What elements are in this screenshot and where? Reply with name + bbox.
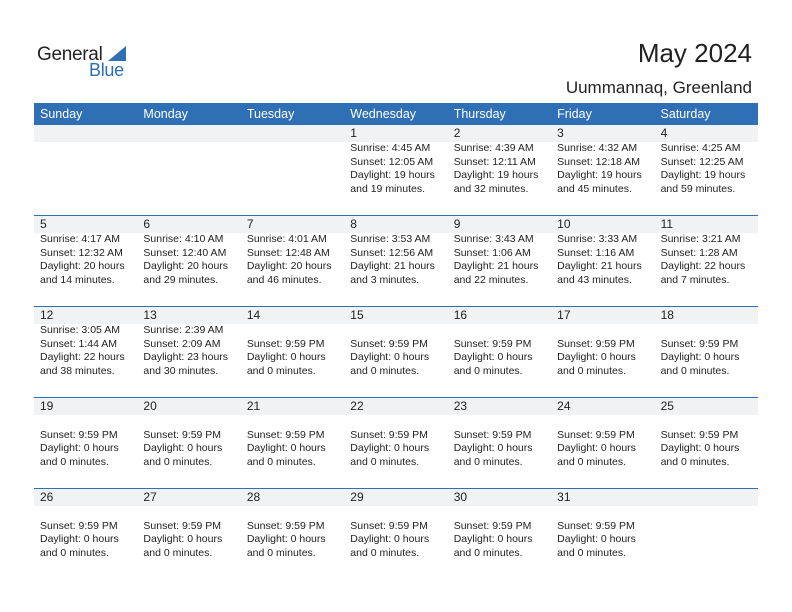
day-info-line: Sunset: 12:18 AM xyxy=(557,155,641,168)
day-info-line: and 29 minutes. xyxy=(143,273,219,286)
day-number: 8 xyxy=(350,217,357,231)
day-number: 13 xyxy=(143,308,157,322)
day-info-line: Daylight: 20 hours xyxy=(40,260,125,273)
day-info-line: Sunset: 12:48 AM xyxy=(246,246,330,259)
day-info-line: and 0 minutes. xyxy=(453,364,523,377)
logo-general-text: General xyxy=(37,44,103,65)
day-info-line: and 0 minutes. xyxy=(453,546,523,559)
day-info-line: Daylight: 0 hours xyxy=(557,533,636,546)
day-cell xyxy=(344,125,447,215)
day-number: 23 xyxy=(453,399,468,413)
day-info-line: Sunset: 12:11 AM xyxy=(453,155,536,168)
day-info-line: and 38 minutes. xyxy=(40,364,115,377)
day-cell xyxy=(34,307,137,397)
day-info-line: Sunset: 1:16 AM xyxy=(557,246,635,259)
day-number: 7 xyxy=(246,217,254,231)
day-info-line: Sunset: 12:32 AM xyxy=(40,246,123,259)
day-info-line: and 0 minutes. xyxy=(350,364,420,377)
day-info-line: Daylight: 0 hours xyxy=(453,351,533,364)
day-number: 28 xyxy=(246,490,261,504)
day-cell xyxy=(241,489,344,579)
day-info-line: Sunrise: 4:39 AM xyxy=(453,142,534,154)
day-info-line: Sunrise: 4:25 AM xyxy=(660,142,741,154)
day-number: 22 xyxy=(350,399,364,413)
calendar-week xyxy=(34,306,758,397)
day-info-line: Daylight: 0 hours xyxy=(40,442,119,455)
day-number: 29 xyxy=(350,490,364,504)
day-number: 18 xyxy=(660,308,674,322)
day-info-line: and 0 minutes. xyxy=(660,455,730,468)
day-info-line: and 0 minutes. xyxy=(350,546,420,559)
day-info-line: Sunrise: 4:45 AM xyxy=(350,142,431,154)
day-info-line: Sunrise: 3:43 AM xyxy=(453,233,534,245)
day-number: 2 xyxy=(453,126,461,140)
day-info-line: Sunset: 12:25 AM xyxy=(660,155,744,168)
day-info-line: Sunrise: 4:17 AM xyxy=(40,233,120,245)
day-info-line: and 0 minutes. xyxy=(557,364,627,377)
weekday-label: Sunday xyxy=(40,107,83,121)
day-number: 5 xyxy=(40,217,47,231)
day-info-line: Sunset: 9:59 PM xyxy=(453,337,532,350)
weekday-label: Friday xyxy=(557,107,592,121)
day-number: 19 xyxy=(40,399,54,413)
day-info-line: Sunrise: 3:05 AM xyxy=(40,324,120,336)
day-cell xyxy=(655,125,758,215)
logo xyxy=(37,44,147,84)
day-cell xyxy=(137,398,240,488)
day-info-line: Sunrise: 4:32 AM xyxy=(557,142,638,154)
day-cell xyxy=(344,398,447,488)
day-number: 20 xyxy=(143,399,157,413)
day-info-line: Sunset: 2:09 AM xyxy=(143,337,221,350)
day-info-line: Sunset: 1:28 AM xyxy=(660,246,738,259)
day-info-line: Daylight: 0 hours xyxy=(350,351,430,364)
day-info-line: Sunset: 9:59 PM xyxy=(350,337,428,350)
weekday-label: Thursday xyxy=(453,107,506,121)
day-info-line: Daylight: 0 hours xyxy=(350,442,430,455)
day-info-line: Daylight: 0 hours xyxy=(143,442,223,455)
day-number: 10 xyxy=(557,217,571,231)
day-info-line: and 0 minutes. xyxy=(40,546,109,559)
day-info-line: Sunrise: 2:39 AM xyxy=(143,324,224,336)
day-info-line: Daylight: 0 hours xyxy=(660,442,740,455)
day-info-line: Sunset: 9:59 PM xyxy=(350,428,428,441)
day-info-line: Daylight: 19 hours xyxy=(557,169,642,182)
day-info-line: and 0 minutes. xyxy=(246,455,316,468)
day-number: 30 xyxy=(453,490,468,504)
day-info-line: Daylight: 0 hours xyxy=(557,442,636,455)
day-info-line: Sunset: 1:44 AM xyxy=(40,337,118,350)
day-info-line: Sunrise: 3:33 AM xyxy=(557,233,638,245)
day-cell xyxy=(34,216,137,306)
day-info-line: and 0 minutes. xyxy=(246,546,316,559)
day-number: 4 xyxy=(660,126,668,140)
day-info-line: and 0 minutes. xyxy=(143,546,213,559)
day-number: 14 xyxy=(246,308,261,322)
day-info-line: Daylight: 0 hours xyxy=(453,533,533,546)
calendar xyxy=(34,103,758,579)
day-info-line: Daylight: 0 hours xyxy=(350,533,430,546)
day-info-line: Sunset: 9:59 PM xyxy=(143,519,222,532)
day-cell xyxy=(551,216,654,306)
day-info-line: Sunset: 9:59 PM xyxy=(557,428,635,441)
day-number: 27 xyxy=(143,490,157,504)
logo-blue-text: Blue xyxy=(89,60,124,80)
day-info-line: Daylight: 19 hours xyxy=(453,169,539,182)
day-info-line: Sunset: 9:59 PM xyxy=(246,337,325,350)
calendar-week xyxy=(34,488,758,579)
day-cell xyxy=(551,307,654,397)
day-number: 31 xyxy=(557,490,571,504)
day-info-line: Sunset: 1:06 AM xyxy=(453,246,531,259)
day-number: 26 xyxy=(40,490,54,504)
day-cell xyxy=(448,125,551,215)
day-info-line: Daylight: 20 hours xyxy=(246,260,332,273)
day-info-line: and 0 minutes. xyxy=(246,364,316,377)
day-cell xyxy=(551,125,654,215)
day-info-line: and 46 minutes. xyxy=(246,273,322,286)
day-info-line: and 7 minutes. xyxy=(660,273,730,286)
day-info-line: Sunset: 9:59 PM xyxy=(246,519,325,532)
day-info-line: Daylight: 21 hours xyxy=(350,260,435,273)
day-number: 15 xyxy=(350,308,364,322)
day-info-line: Sunrise: 3:21 AM xyxy=(660,233,741,245)
day-number: 24 xyxy=(557,399,571,413)
day-info-line: Daylight: 22 hours xyxy=(660,260,746,273)
day-info-line: Sunset: 12:05 AM xyxy=(350,155,434,168)
calendar-week xyxy=(34,215,758,306)
day-info-line: Sunrise: 3:53 AM xyxy=(350,233,431,245)
page-title: May 2024 xyxy=(637,38,752,68)
day-info-line: and 19 minutes. xyxy=(350,182,425,195)
day-info-line: and 59 minutes. xyxy=(660,182,736,195)
day-cell xyxy=(344,216,447,306)
day-info-line: Daylight: 0 hours xyxy=(246,351,326,364)
day-number: 21 xyxy=(246,399,261,413)
day-cell xyxy=(241,216,344,306)
day-info-line: Sunset: 9:59 PM xyxy=(660,428,739,441)
day-info-line: and 30 minutes. xyxy=(143,364,219,377)
day-info-line: Sunset: 9:59 PM xyxy=(660,337,739,350)
day-cell xyxy=(137,216,240,306)
day-info-line: Sunset: 9:59 PM xyxy=(40,428,118,441)
day-cell xyxy=(344,489,447,579)
weekday-header xyxy=(34,103,758,125)
day-number: 12 xyxy=(40,308,54,322)
day-info-line: and 0 minutes. xyxy=(40,455,109,468)
day-cell xyxy=(551,489,654,579)
day-info-line: Sunset: 9:59 PM xyxy=(557,519,635,532)
day-info-line: and 0 minutes. xyxy=(557,455,627,468)
day-info-line: and 32 minutes. xyxy=(453,182,529,195)
day-info-line: Sunset: 9:59 PM xyxy=(453,519,532,532)
day-info-line: Daylight: 23 hours xyxy=(143,351,229,364)
day-info-line: Sunset: 9:59 PM xyxy=(143,428,222,441)
day-info-line: and 0 minutes. xyxy=(453,455,523,468)
day-info-line: and 45 minutes. xyxy=(557,182,632,195)
day-info-line: and 0 minutes. xyxy=(350,455,420,468)
day-cell xyxy=(655,307,758,397)
day-info-line: Daylight: 21 hours xyxy=(557,260,642,273)
day-info-line: Daylight: 22 hours xyxy=(40,351,125,364)
weekday-label: Monday xyxy=(143,107,188,121)
day-cell xyxy=(137,489,240,579)
day-cell xyxy=(448,398,551,488)
day-number: 11 xyxy=(660,217,674,231)
day-info-line: Daylight: 0 hours xyxy=(453,442,533,455)
day-info-line: Sunset: 9:59 PM xyxy=(557,337,635,350)
calendar-weeks xyxy=(34,125,758,579)
day-cell xyxy=(241,398,344,488)
day-info-line: Daylight: 19 hours xyxy=(660,169,746,182)
day-cell xyxy=(655,216,758,306)
weekday-label: Tuesday xyxy=(246,107,295,121)
location-subtitle: Uummannaq, Greenland xyxy=(565,78,752,97)
calendar-week xyxy=(34,397,758,488)
day-cell xyxy=(344,307,447,397)
day-info-line: Sunset: 12:56 AM xyxy=(350,246,434,259)
day-number: 17 xyxy=(557,308,571,322)
day-cell xyxy=(448,216,551,306)
day-info-line: Daylight: 21 hours xyxy=(453,260,539,273)
day-number: 3 xyxy=(557,126,564,140)
day-info-line: and 22 minutes. xyxy=(453,273,529,286)
day-info-line: Daylight: 0 hours xyxy=(246,533,326,546)
weekday-label: Wednesday xyxy=(350,107,417,121)
day-cell xyxy=(241,307,344,397)
day-info-line: Sunset: 9:59 PM xyxy=(453,428,532,441)
day-info-line: and 0 minutes. xyxy=(660,364,730,377)
day-info-line: and 14 minutes. xyxy=(40,273,115,286)
day-info-line: Sunrise: 4:01 AM xyxy=(246,233,327,245)
day-info-line: Sunrise: 4:10 AM xyxy=(143,233,224,245)
day-info-line: and 3 minutes. xyxy=(350,273,420,286)
day-info-line: and 43 minutes. xyxy=(557,273,632,286)
calendar-week xyxy=(34,125,758,215)
weekday-label: Saturday xyxy=(660,107,711,121)
day-number: 16 xyxy=(453,308,468,322)
day-number: 25 xyxy=(660,399,674,413)
logo-triangle-icon xyxy=(108,46,126,61)
day-cell xyxy=(551,398,654,488)
day-number: 6 xyxy=(143,217,151,231)
day-info-line: Sunset: 9:59 PM xyxy=(40,519,118,532)
day-cell xyxy=(34,489,137,579)
day-cell xyxy=(34,398,137,488)
day-cell xyxy=(448,489,551,579)
day-info-line: Sunset: 9:59 PM xyxy=(350,519,428,532)
day-number: 1 xyxy=(350,126,357,140)
day-info-line: Sunset: 9:59 PM xyxy=(246,428,325,441)
day-cell xyxy=(137,307,240,397)
day-info-line: Daylight: 0 hours xyxy=(143,533,223,546)
day-number: 9 xyxy=(453,217,461,231)
day-info-line: Daylight: 0 hours xyxy=(557,351,636,364)
day-info-line: Daylight: 20 hours xyxy=(143,260,229,273)
day-info-line: Daylight: 0 hours xyxy=(40,533,119,546)
day-info-line: Daylight: 19 hours xyxy=(350,169,435,182)
day-info-line: Daylight: 0 hours xyxy=(660,351,740,364)
day-info-line: and 0 minutes. xyxy=(557,546,627,559)
day-cell xyxy=(448,307,551,397)
day-info-line: and 0 minutes. xyxy=(143,455,213,468)
day-info-line: Sunset: 12:40 AM xyxy=(143,246,227,259)
day-info-line: Daylight: 0 hours xyxy=(246,442,326,455)
day-cell xyxy=(655,398,758,488)
